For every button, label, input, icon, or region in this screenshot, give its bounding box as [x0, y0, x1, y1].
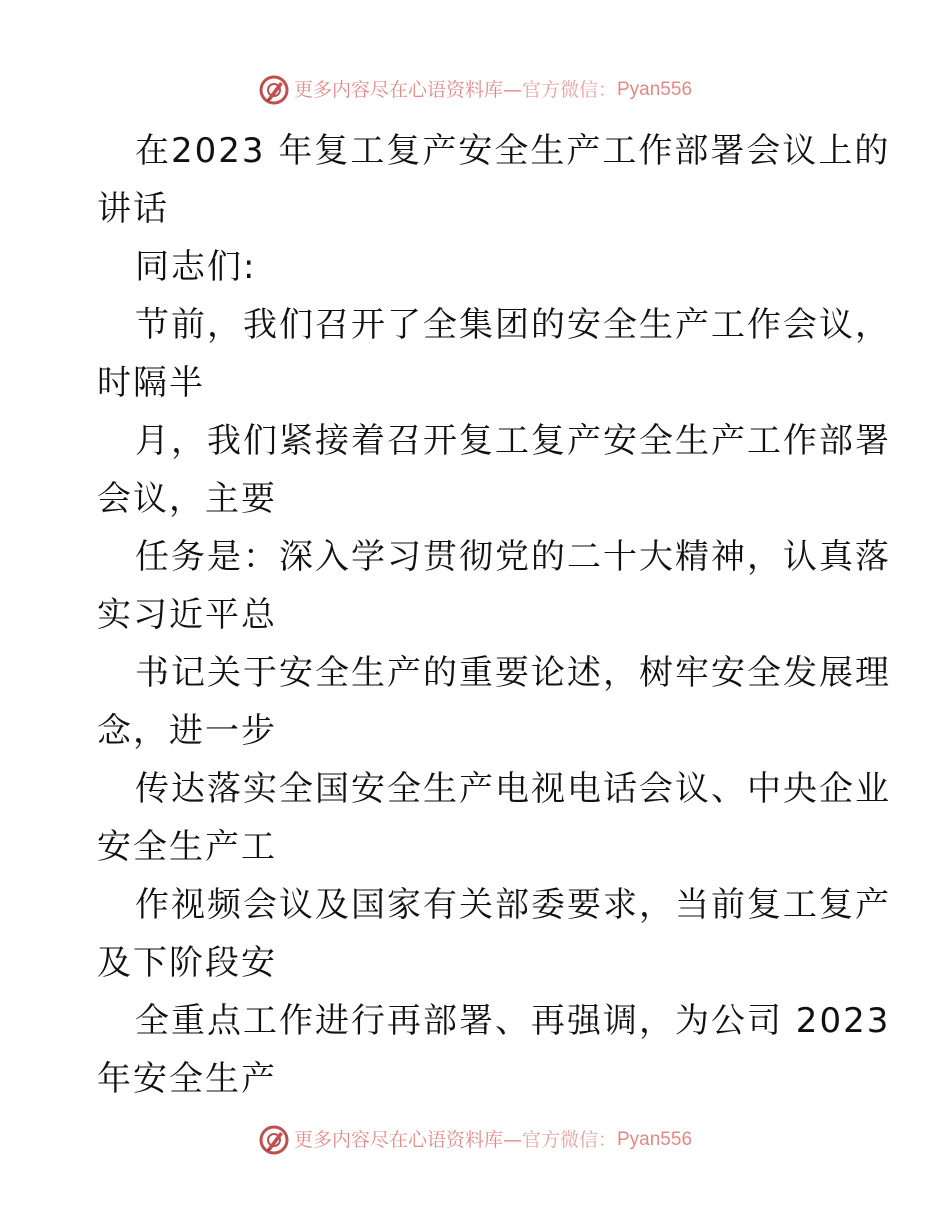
banner-dash: — — [502, 1129, 522, 1151]
document-body — [97, 122, 891, 1108]
text-line: 实习近平总 — [97, 595, 277, 635]
footer-banner — [0, 1120, 950, 1160]
text-line: 时隔半 — [97, 363, 205, 403]
text-line: 作视频会议及国家有关部委要求，当前复工复产 — [135, 885, 891, 925]
text-line: 节前，我们召开了全集团的安全生产工作会议， — [135, 305, 891, 345]
title-line: 在2023 年复工复产安全生产工作部署会议上的 — [135, 131, 891, 171]
banner-text — [294, 1128, 692, 1152]
text-line: 会议，主要 — [97, 479, 277, 519]
banner-dash: — — [502, 79, 522, 101]
text-line: 年安全生产 — [97, 1059, 277, 1099]
banner-wechat-id: Pyan556 — [617, 79, 693, 100]
salutation: 同志们: — [135, 247, 257, 287]
text-line: 传达落实全国安全生产电视电话会议、中央企业 — [135, 769, 891, 809]
banner-main-text: 更多内容尽在心语资料库 — [293, 79, 503, 101]
text-line: 及下阶段安 — [97, 943, 277, 983]
title-line: 讲话 — [97, 189, 169, 229]
banner-wechat-label: 官方微信： — [521, 1129, 617, 1151]
text-line: 月，我们紧接着召开复工复产安全生产工作部署 — [135, 421, 891, 461]
banner-main-text: 更多内容尽在心语资料库 — [293, 1129, 503, 1151]
text-line: 全重点工作进行再部署、再强调，为公司 2023 — [135, 1001, 891, 1041]
banner-wechat-label: 官方微信： — [521, 79, 617, 101]
pen-logo-icon — [258, 1124, 290, 1156]
text-line: 安全生产工 — [97, 827, 277, 867]
banner-text — [294, 78, 692, 102]
text-line: 念，进一步 — [97, 711, 277, 751]
pen-logo-icon — [258, 74, 290, 106]
header-banner — [0, 70, 950, 110]
text-line: 任务是：深入学习贯彻党的二十大精神，认真落 — [135, 537, 891, 577]
banner-wechat-id: Pyan556 — [617, 1129, 693, 1150]
text-line: 书记关于安全生产的重要论述，树牢安全发展理 — [135, 653, 891, 693]
